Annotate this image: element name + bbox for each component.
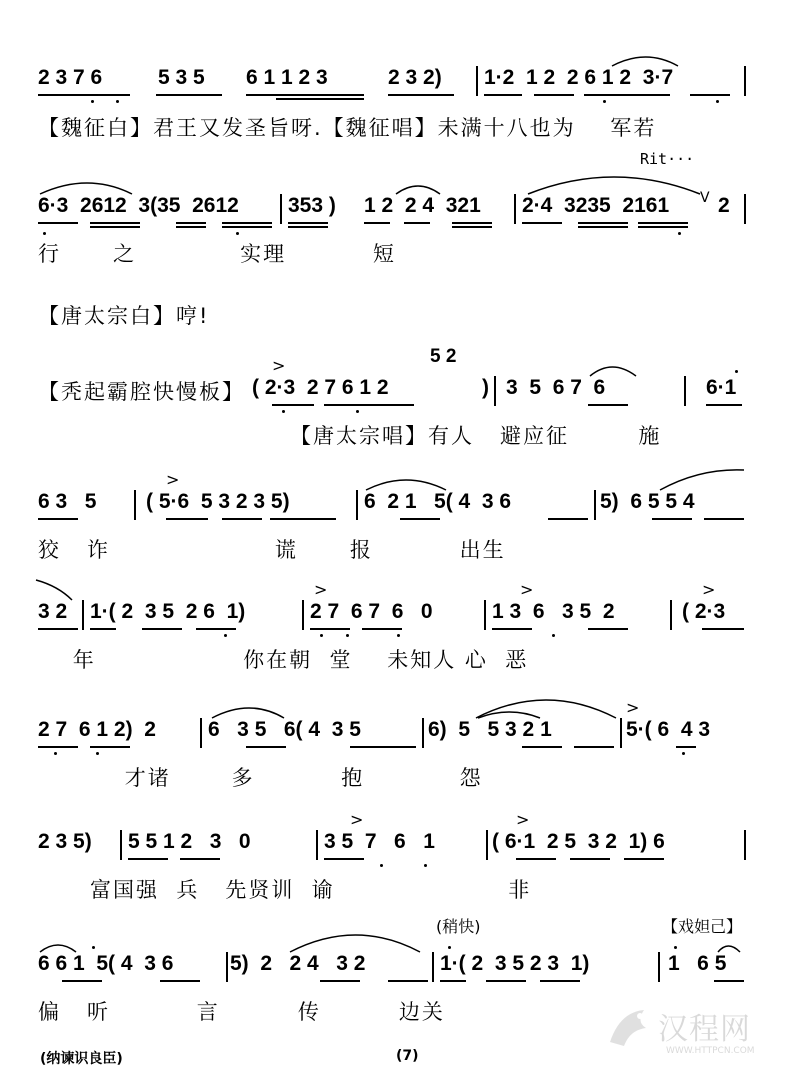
watermark-logo	[600, 1002, 770, 1072]
underline	[160, 980, 200, 982]
lyric-line: 富国强 兵 先贤训 谕 非	[38, 878, 532, 902]
next-section-label: 【戏妲己】	[662, 917, 743, 936]
underline	[522, 222, 562, 224]
note-group: 6·3 2612 3(35 2612	[38, 194, 239, 217]
underline	[690, 94, 730, 96]
barline	[120, 830, 122, 860]
underline	[588, 628, 628, 630]
underline	[288, 222, 328, 224]
low-dot	[424, 864, 427, 867]
underline	[90, 222, 140, 224]
underline	[706, 404, 742, 406]
underline	[38, 518, 78, 520]
note-group: ( 2·3 2 7 6 1 2	[252, 376, 389, 399]
underline	[570, 858, 610, 860]
low-dot	[320, 634, 323, 637]
underline	[522, 746, 562, 748]
underline	[156, 94, 222, 96]
underline	[540, 980, 580, 982]
underline	[714, 980, 744, 982]
note-group: 3 5 7 6 1	[324, 830, 435, 853]
note-group: 2 3 7 6	[38, 66, 103, 89]
underline	[196, 628, 236, 630]
barline	[684, 376, 686, 406]
slur	[40, 183, 132, 194]
note-group: 6 3 5 6( 4 3 5	[208, 718, 361, 741]
accent-mark: >	[626, 698, 640, 717]
underline	[176, 226, 206, 228]
note-group: 3 5 6 7 6	[506, 376, 606, 399]
accent-mark: >	[314, 580, 328, 599]
barline	[302, 600, 304, 630]
underline	[574, 746, 614, 748]
note-group: 2·4 3235 2161	[522, 194, 670, 217]
low-dot	[716, 100, 719, 103]
underline	[222, 518, 262, 520]
underline	[288, 226, 328, 228]
barline	[356, 490, 358, 520]
underline	[38, 628, 78, 630]
low-dot	[43, 232, 46, 235]
note-group: 1 6 5	[668, 952, 727, 975]
high-dot	[674, 946, 677, 949]
high-dot	[448, 946, 451, 949]
underline	[350, 746, 416, 748]
underline	[180, 858, 220, 860]
underline	[452, 222, 492, 224]
low-dot	[54, 752, 57, 755]
note-group: 5 5 1 2 3 0	[128, 830, 251, 853]
note-group: 2	[718, 194, 730, 217]
slur	[528, 177, 700, 194]
barline	[744, 194, 746, 224]
barline	[422, 718, 424, 748]
underline	[222, 226, 272, 228]
tempo-note: (稍快)	[436, 917, 481, 936]
underline	[38, 746, 78, 748]
note-group: 6 3 5	[38, 490, 97, 513]
underline	[62, 980, 102, 982]
lyric-line: 【唐太宗唱】有人 避应征 施	[290, 424, 662, 448]
note-group: )	[482, 376, 489, 399]
underline	[90, 628, 116, 630]
underline	[624, 858, 664, 860]
underline	[404, 222, 430, 224]
underline	[176, 222, 206, 224]
underline	[452, 226, 492, 228]
underline	[578, 226, 628, 228]
note-group: 1·2 1 2 2 6 1 2 3·7	[484, 66, 674, 89]
underline	[484, 94, 522, 96]
note-group: ( 2·3	[682, 600, 726, 623]
note-group: 5) 6 5 5 4	[600, 490, 695, 513]
underline	[578, 222, 628, 224]
underline	[584, 94, 670, 96]
note-group: 6 6 1 5( 4 3 6	[38, 952, 174, 975]
lyric-line: 偏 听 言 传 边关	[38, 1000, 445, 1024]
underline	[270, 518, 336, 520]
high-dot	[92, 946, 95, 949]
note-group: 6 1 1 2 3	[246, 66, 328, 89]
underline	[90, 226, 140, 228]
slur	[660, 470, 744, 490]
note-group: 5·( 6 4 3	[626, 718, 711, 741]
underline	[166, 518, 208, 520]
underline	[362, 628, 402, 630]
underline	[548, 518, 588, 520]
lyric-line: 年 你在朝 堂 未知人 心 恶	[38, 648, 529, 672]
underline	[652, 518, 692, 520]
footer-title: (纳谏识良臣)	[40, 1051, 123, 1067]
note-group: 2 7 6 1 2) 2	[38, 718, 156, 741]
underline	[388, 980, 428, 982]
underline	[516, 858, 556, 860]
underline	[588, 404, 628, 406]
underline	[704, 518, 744, 520]
slur	[590, 367, 636, 376]
barline	[226, 952, 228, 982]
watermark-text: 汉程网	[658, 1012, 751, 1047]
underline	[324, 404, 414, 406]
low-dot	[236, 232, 239, 235]
note-group: ( 5·6 5 3 2 3 5)	[146, 490, 290, 513]
slur	[40, 945, 76, 952]
low-dot	[397, 634, 400, 637]
note-group: 6·1	[706, 376, 737, 399]
underline	[128, 858, 168, 860]
underline	[38, 222, 78, 224]
barline	[744, 66, 746, 96]
underline	[638, 222, 688, 224]
watermark-url: WWW.HTTPCN.COM	[666, 1046, 755, 1056]
low-dot	[735, 370, 738, 373]
accent-mark: >	[520, 580, 534, 599]
barline	[514, 194, 516, 224]
underline	[400, 518, 440, 520]
lyric-line: 狡 诈 谎 报 出生	[38, 538, 506, 562]
barline	[486, 830, 488, 860]
slur	[290, 935, 420, 952]
note-group: 2 3 5)	[38, 830, 92, 853]
underline	[222, 222, 272, 224]
low-dot	[380, 864, 383, 867]
underline	[246, 746, 286, 748]
accent-mark: >	[702, 580, 716, 599]
rit-mark: Rit···	[640, 150, 695, 168]
slur	[366, 480, 446, 490]
low-dot	[116, 100, 119, 103]
underline	[320, 980, 360, 982]
lyric-line: 【魏征白】君王又发圣旨呀.【魏征唱】未满十八也为 军若	[38, 116, 657, 140]
barline	[670, 600, 672, 630]
barline	[82, 600, 84, 630]
low-dot	[678, 232, 681, 235]
underline	[310, 628, 350, 630]
underline	[38, 94, 130, 96]
slur	[396, 186, 440, 194]
note-group: ( 6·1 2 5 3 2 1) 6	[492, 830, 665, 853]
barline	[280, 194, 282, 224]
barline	[316, 830, 318, 860]
note-group: 1·( 2 3 5 2 3 1)	[440, 952, 590, 975]
underline	[246, 94, 364, 96]
barline	[594, 490, 596, 520]
underline	[90, 746, 130, 748]
underline	[492, 628, 532, 630]
spoken-text: 【唐太宗白】哼!	[38, 304, 210, 328]
note-group: 6 2 1 5( 4 3 6	[364, 490, 512, 513]
barline	[744, 830, 746, 860]
note-group: 2 3 2)	[388, 66, 442, 89]
low-dot	[682, 752, 685, 755]
underline	[364, 222, 390, 224]
barline	[134, 490, 136, 520]
accent-mark: >	[350, 810, 364, 829]
barline	[494, 376, 496, 406]
underline	[534, 94, 574, 96]
note-group: 3 2	[38, 600, 68, 623]
slur	[612, 57, 678, 66]
low-dot	[96, 752, 99, 755]
note-group: 353 )	[288, 194, 336, 217]
lyric-line: 才诸 多 抱 怨	[38, 766, 483, 790]
page-number: (7)	[396, 1048, 419, 1064]
tune-label: 【秃起霸腔快慢板】	[38, 380, 245, 404]
low-dot	[91, 100, 94, 103]
barline	[200, 718, 202, 748]
note-group: 1 3 6 3 5 2	[492, 600, 615, 623]
low-dot	[282, 410, 285, 413]
underline	[440, 980, 466, 982]
barline	[620, 718, 622, 748]
accent-mark: >	[272, 356, 286, 375]
underline	[638, 226, 688, 228]
underline	[142, 628, 182, 630]
grace-notes: 5 2	[430, 346, 457, 367]
note-group: 1·( 2 3 5 2 6 1)	[90, 600, 246, 623]
low-dot	[224, 634, 227, 637]
barline	[484, 600, 486, 630]
low-dot	[356, 410, 359, 413]
crane-logo-icon	[600, 1002, 656, 1058]
note-group: 6) 5 5 3 2 1	[428, 718, 552, 741]
note-group: 5 3 5	[158, 66, 205, 89]
underline	[676, 746, 696, 748]
underline	[276, 98, 364, 100]
slur	[36, 580, 72, 600]
lyric-line: 行 之 实理 短	[38, 242, 396, 266]
accent-mark: >	[166, 470, 180, 489]
underline	[388, 94, 454, 96]
low-dot	[346, 634, 349, 637]
barline	[476, 66, 478, 96]
barline	[658, 952, 660, 982]
note-group: 1 2 2 4 321	[364, 194, 481, 217]
note-group: 2 7 6 7 6 0	[310, 600, 433, 623]
low-dot	[552, 634, 555, 637]
note-group: 5) 2 2 4 3 2	[230, 952, 366, 975]
underline	[486, 980, 526, 982]
slur	[212, 708, 284, 718]
slur	[476, 700, 616, 718]
breath-mark: V	[700, 190, 710, 206]
barline	[432, 952, 434, 982]
underline	[272, 404, 314, 406]
accent-mark: >	[516, 810, 530, 829]
low-dot	[603, 100, 606, 103]
underline	[324, 858, 364, 860]
underline	[702, 628, 744, 630]
